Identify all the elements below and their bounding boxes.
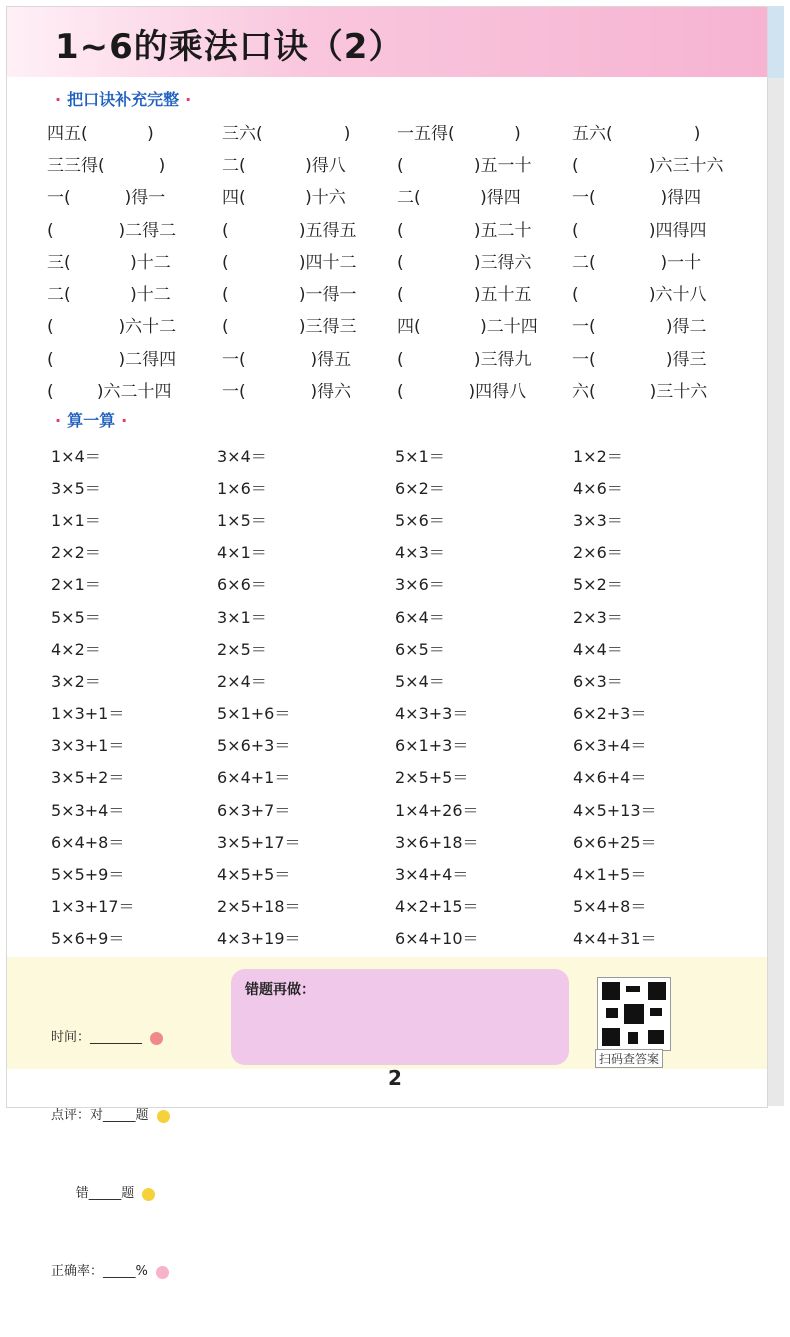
calc-item[interactable]: 4×6+4＝ [573, 768, 647, 788]
calc-item[interactable]: 4×3+3＝ [395, 704, 469, 724]
calc-item[interactable]: 2×4＝ [217, 671, 267, 691]
fill-item[interactable]: 一( )得五 [222, 349, 352, 370]
calc-item[interactable]: 5×2＝ [573, 575, 623, 595]
calc-item[interactable]: 4×4+31＝ [573, 929, 657, 949]
calc-row [51, 503, 751, 535]
worksheet-page [6, 6, 768, 1279]
fill-item[interactable]: ( )五得五 [222, 220, 357, 241]
fill-item[interactable]: 一五得( ) [397, 123, 521, 144]
fill-item[interactable]: 一( )得二 [572, 317, 707, 338]
calc-row [51, 761, 751, 793]
calc-item[interactable]: 6×4＝ [395, 607, 445, 627]
qr-caption: 扫码查答案 [595, 1049, 663, 1068]
title-banner [7, 7, 767, 77]
calc-item[interactable]: 3×6+18＝ [395, 832, 479, 852]
fill-item[interactable]: 四( )二十四 [397, 317, 538, 338]
calc-item[interactable]: 6×1+3＝ [395, 736, 469, 756]
fill-in-grid [47, 115, 747, 406]
calc-item[interactable]: 1×3+17＝ [51, 897, 135, 917]
fill-item[interactable]: 二( )一十 [572, 252, 702, 273]
fill-row [47, 309, 747, 341]
calc-row [51, 471, 751, 503]
fill-item[interactable]: ( )五一十 [397, 155, 532, 176]
calc-item[interactable]: 6×6＝ [217, 575, 267, 595]
calc-item[interactable]: 5×6＝ [395, 510, 445, 530]
calc-item[interactable]: 1×1＝ [51, 510, 101, 530]
calc-row [51, 600, 751, 632]
calc-item[interactable]: 3×3＝ [573, 510, 623, 530]
fill-row [47, 147, 747, 179]
page-number: 2 [388, 1066, 402, 1090]
calc-item[interactable]: 2×2＝ [51, 543, 101, 563]
calc-row [51, 729, 751, 761]
calc-item[interactable]: 6×4+1＝ [217, 768, 291, 788]
calc-item[interactable]: 3×4+4＝ [395, 865, 469, 885]
fill-item[interactable]: ( )三得六 [397, 252, 532, 273]
fill-item[interactable]: ( )六十二 [47, 317, 177, 338]
calc-row [51, 825, 751, 857]
accuracy-label: 正确率：_____% [51, 1264, 148, 1279]
footer-panel [7, 957, 767, 1279]
fill-item[interactable]: ( )六十八 [572, 285, 707, 306]
calc-item[interactable]: 1×5＝ [217, 510, 267, 530]
calc-row [51, 697, 751, 729]
calc-item[interactable]: 3×3+1＝ [51, 736, 125, 756]
fill-row [47, 341, 747, 373]
fill-item[interactable]: ( )三得三 [222, 317, 357, 338]
calc-item[interactable]: 4×3+19＝ [217, 929, 301, 949]
score-box [51, 973, 170, 1337]
calc-row [51, 857, 751, 889]
fill-item[interactable]: ( )六三十六 [572, 155, 724, 176]
calc-item[interactable]: 6×6+25＝ [573, 832, 657, 852]
calc-item[interactable]: 2×6＝ [573, 543, 623, 563]
calc-item[interactable]: 3×5+17＝ [217, 832, 301, 852]
calc-item[interactable]: 3×5＝ [51, 478, 101, 498]
calc-item[interactable]: 4×1＝ [217, 543, 267, 563]
fill-item[interactable]: 四五( ) [47, 123, 154, 144]
calc-item[interactable]: 6×4+10＝ [395, 929, 479, 949]
calculation-grid [51, 439, 751, 954]
calc-item[interactable]: 1×4＝ [51, 446, 101, 466]
fill-row [47, 180, 747, 212]
fill-item[interactable]: 二( )得四 [397, 188, 521, 209]
fill-item[interactable]: 一( )得三 [572, 349, 707, 370]
fill-item[interactable]: ( )五十五 [397, 285, 532, 306]
time-label: 时间：________ [51, 1030, 143, 1045]
calc-item[interactable]: 3×2＝ [51, 671, 101, 691]
fill-item[interactable]: 二( )十二 [47, 285, 171, 306]
calc-row [51, 890, 751, 922]
calc-row [51, 632, 751, 664]
calc-item[interactable]: 6×2+3＝ [573, 704, 647, 724]
calc-item[interactable]: 5×1+6＝ [217, 704, 291, 724]
calc-item[interactable]: 1×4+26＝ [395, 800, 479, 820]
section-heading-calc: · 算一算 · [55, 411, 128, 430]
fill-item[interactable]: ( )一得一 [222, 285, 357, 306]
calc-item[interactable]: 4×5+13＝ [573, 800, 657, 820]
calc-item[interactable]: 4×3＝ [395, 543, 445, 563]
calc-item[interactable]: 4×2+15＝ [395, 897, 479, 917]
calc-row [51, 568, 751, 600]
fill-row [47, 115, 747, 147]
fill-item[interactable]: 五六( ) [572, 123, 701, 144]
calc-item[interactable]: 3×5+2＝ [51, 768, 125, 788]
fill-item[interactable]: 二( )得八 [222, 155, 346, 176]
calc-item[interactable]: 6×3+7＝ [217, 800, 291, 820]
fill-row [47, 276, 747, 308]
fill-item[interactable]: ( )五二十 [397, 220, 532, 241]
calc-item[interactable]: 2×5＝ [217, 639, 267, 659]
page-edge [767, 6, 784, 1106]
qr-code[interactable] [597, 977, 671, 1051]
calc-item[interactable]: 6×3＝ [573, 671, 623, 691]
calc-row [51, 439, 751, 471]
calc-item[interactable]: 1×6＝ [217, 478, 267, 498]
calc-item[interactable]: 4×2＝ [51, 639, 101, 659]
calc-item[interactable]: 5×5＝ [51, 607, 101, 627]
fill-item[interactable]: 一( )得四 [572, 188, 702, 209]
fill-item[interactable]: ( )四得八 [397, 382, 527, 403]
calc-item[interactable]: 1×2＝ [573, 446, 623, 466]
fill-item[interactable]: 一( )得一 [47, 188, 166, 209]
fill-item[interactable]: ( )二得四 [47, 349, 177, 370]
pig-icon [150, 1032, 163, 1045]
calc-item[interactable]: 4×5+5＝ [217, 865, 291, 885]
fill-item[interactable]: ( )六二十四 [47, 382, 172, 403]
wrong-label: 错_____题 [51, 1186, 135, 1201]
calc-item[interactable]: 3×4＝ [217, 446, 267, 466]
fill-item[interactable]: 三三得( ) [47, 155, 166, 176]
sad-face-icon [142, 1188, 155, 1201]
rabbit-icon [156, 1266, 169, 1279]
calc-item[interactable]: 2×5+5＝ [395, 768, 469, 788]
redo-mistakes-box [231, 969, 569, 1065]
calc-item[interactable]: 5×1＝ [395, 446, 445, 466]
fill-item[interactable]: 四( )十六 [222, 188, 346, 209]
calc-item[interactable]: 5×4+8＝ [573, 897, 647, 917]
calc-row [51, 922, 751, 954]
calc-item[interactable]: 4×6＝ [573, 478, 623, 498]
fill-item[interactable]: 一( )得六 [222, 382, 352, 403]
fill-row [47, 373, 747, 405]
fill-row [47, 212, 747, 244]
calc-item[interactable]: 2×1＝ [51, 575, 101, 595]
calc-item[interactable]: 2×3＝ [573, 607, 623, 627]
calc-item[interactable]: 6×2＝ [395, 478, 445, 498]
calc-item[interactable]: 1×3+1＝ [51, 704, 125, 724]
redo-label: 错题再做： [245, 982, 315, 998]
fill-item[interactable]: ( )三得九 [397, 349, 532, 370]
calc-item[interactable]: 5×4＝ [395, 671, 445, 691]
smile-icon [157, 1110, 170, 1123]
fill-item[interactable]: 三六( ) [222, 123, 351, 144]
correct-label: 点评：对_____题 [51, 1108, 149, 1123]
page-title: 1~6的乘法口诀（2） [55, 27, 404, 67]
section-heading-fill: · 把口诀补充完整 · [55, 90, 192, 109]
fill-row [47, 244, 747, 276]
calc-item[interactable]: 2×5+18＝ [217, 897, 301, 917]
section-title-fill: 把口诀补充完整 [67, 90, 180, 109]
calc-item[interactable]: 3×6＝ [395, 575, 445, 595]
calc-item[interactable]: 6×5＝ [395, 639, 445, 659]
section-title-calc: 算一算 [67, 411, 116, 430]
fill-item[interactable]: ( )二得二 [47, 220, 177, 241]
fill-item[interactable]: 三( )十二 [47, 252, 171, 273]
calc-item[interactable]: 3×1＝ [217, 607, 267, 627]
calc-item[interactable]: 6×3+4＝ [573, 736, 647, 756]
fill-item[interactable]: ( )四十二 [222, 252, 357, 273]
calc-item[interactable]: 5×6+9＝ [51, 929, 125, 949]
calc-item[interactable]: 5×3+4＝ [51, 800, 125, 820]
fill-item[interactable]: ( )四得四 [572, 220, 707, 241]
calc-item[interactable]: 6×4+8＝ [51, 832, 125, 852]
calc-item[interactable]: 4×1+5＝ [573, 865, 647, 885]
calc-row [51, 793, 751, 825]
calc-item[interactable]: 5×6+3＝ [217, 736, 291, 756]
fill-item[interactable]: 六( )三十六 [572, 382, 708, 403]
calc-item[interactable]: 5×5+9＝ [51, 865, 125, 885]
calc-item[interactable]: 4×4＝ [573, 639, 623, 659]
calc-row [51, 664, 751, 696]
calc-row [51, 536, 751, 568]
